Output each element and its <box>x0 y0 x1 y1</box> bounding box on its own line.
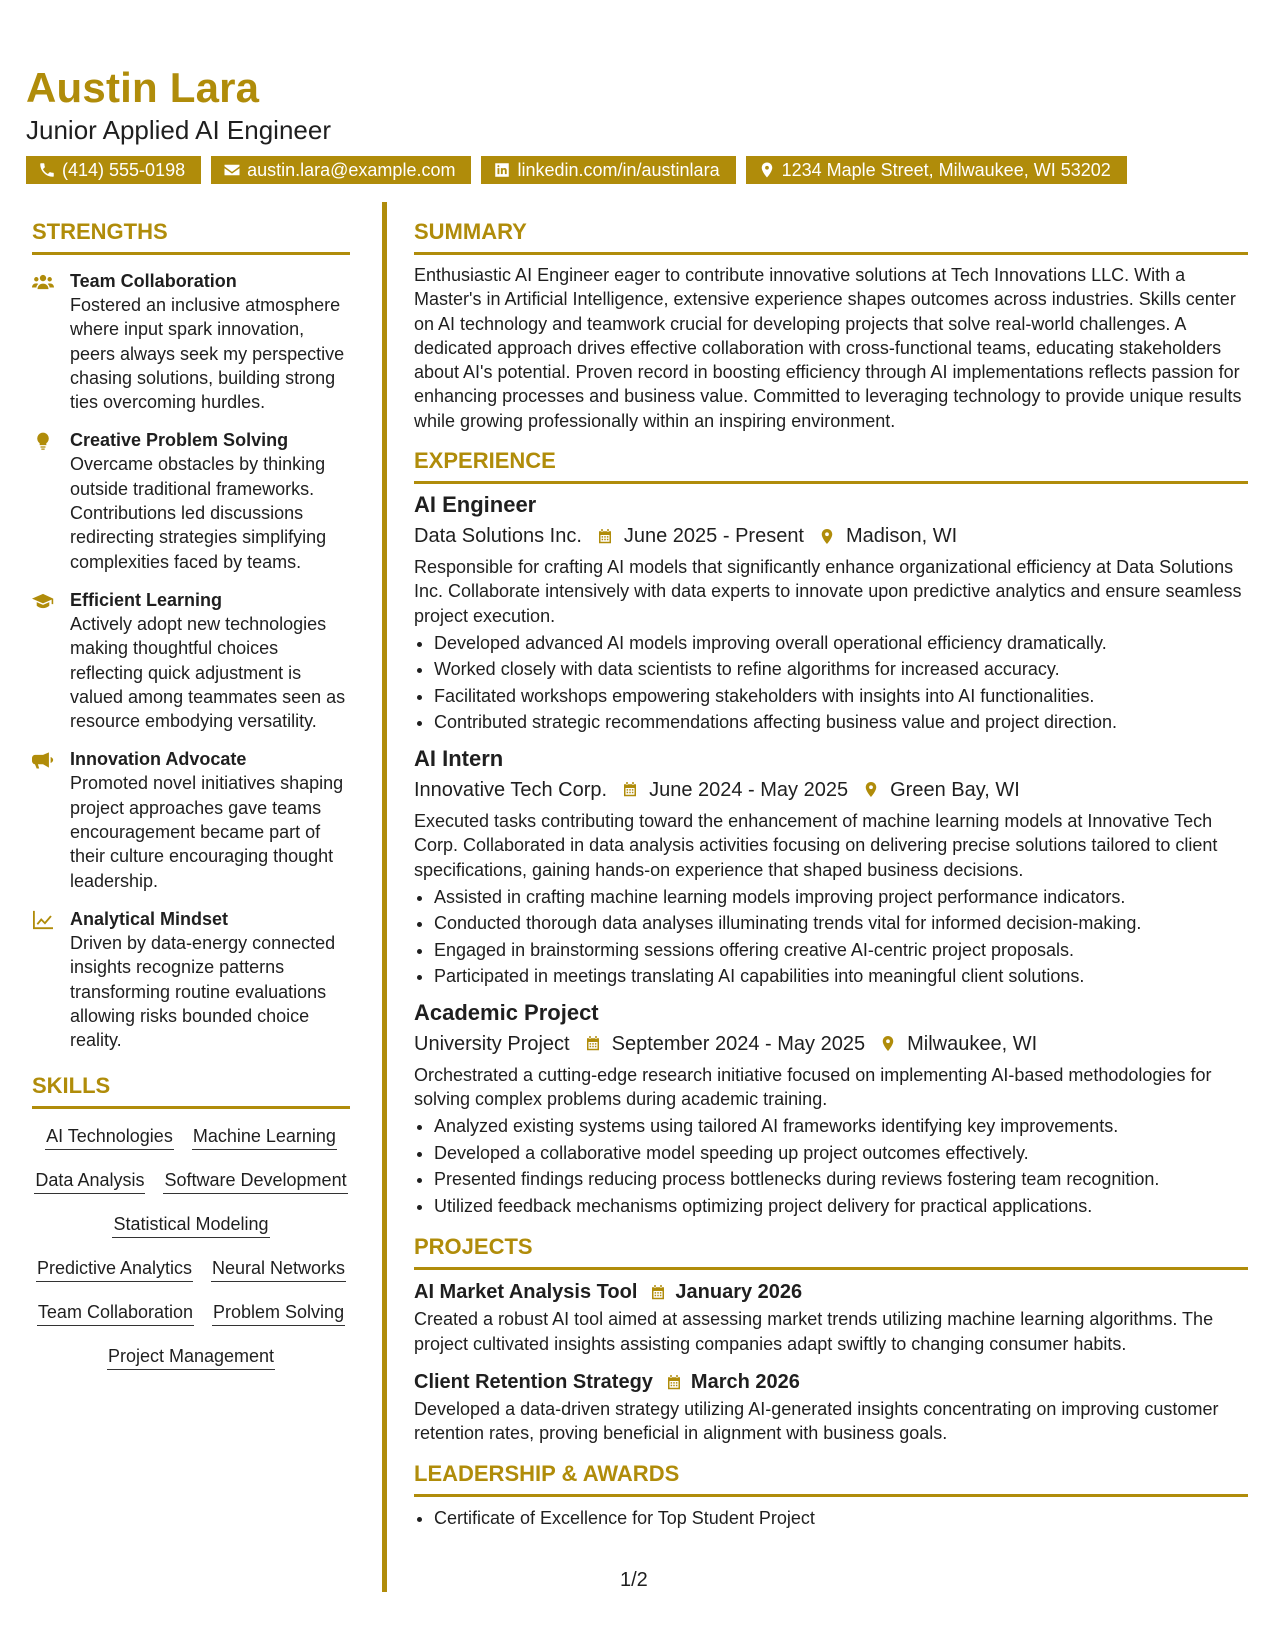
calendar-icon <box>584 1034 602 1053</box>
experience-section <box>414 447 1248 1219</box>
strengths-heading: STRENGTHS <box>32 219 168 244</box>
map-pin-icon <box>879 1034 897 1053</box>
phone-icon <box>38 161 56 179</box>
skill-tag: Problem Solving <box>212 1299 345 1326</box>
job-meta <box>414 1030 1248 1058</box>
project-desc: Developed a data-driven strategy utilizing AI-generated insights concentrating on improving customer retention rates, proving beneficial in alignment with business goals. <box>414 1399 1219 1444</box>
strength-desc: Promoted novel initiatives shaping project approaches gave teams encouragement became part of their culture encouraging thought leadership. <box>70 773 344 891</box>
email-text: austin.lara@example.com <box>247 160 456 180</box>
project-title: AI Market Analysis Tool <box>414 1281 638 1304</box>
strength-desc: Fostered an inclusive atmosphere where input spark innovation, peers always seek my perspective chasing solutions, building strong ties overcoming hurdles. <box>70 295 345 413</box>
calendar-icon <box>596 527 614 546</box>
strength-desc: Driven by data-energy connected insights recognize patterns transforming routine evaluations allowing risks bounded choice reality. <box>70 932 336 1051</box>
skill-tag: Neural Networks <box>211 1255 346 1282</box>
job-entry <box>414 490 1248 736</box>
skill-tag: Data Analysis <box>34 1167 145 1194</box>
strength-title: Analytical Mindset <box>70 908 229 929</box>
job-company: Innovative Tech Corp. <box>414 778 608 801</box>
projects-heading: PROJECTS <box>414 1234 533 1260</box>
job-bullet: • Utilized feedback mechanisms optimizing project delivery for practical applications. <box>434 1193 1248 1220</box>
job-desc: Responsible for crafting AI models that significantly enhance organizational efficiency at Data Solutions Inc. Collaborate intensively with data experts to innovate upon predictive analytics and ensure seamless project execution. <box>414 557 1242 626</box>
job-bullet: • Facilitated workshops empowering stakeholders with insights into AI functionalities. <box>434 683 1248 710</box>
section-rule <box>414 481 1248 484</box>
job-location: Green Bay, WI <box>890 778 1020 801</box>
job-entry <box>414 744 1248 990</box>
strength-item <box>32 269 350 414</box>
job-bullet: • Developed a collaborative model speeding up project outcomes effectively. <box>434 1140 1248 1167</box>
job-bullet: • Conducted thorough data analyses illuminating trends vital for informed decision-making. <box>434 910 1248 937</box>
job-bullets <box>414 630 1248 736</box>
leadership-section <box>414 1460 1248 1532</box>
linkedin-icon <box>493 161 511 179</box>
chart-line-icon <box>32 910 54 930</box>
section-rule <box>414 252 1248 255</box>
job-dates: June 2025 - Present <box>623 525 804 548</box>
skills-section <box>32 1072 350 1370</box>
column-divider <box>382 202 387 1592</box>
strengths-section <box>32 218 350 1052</box>
contact-bar <box>26 156 1256 184</box>
job-bullet: • Engaged in brainstorming sessions offering creative AI-centric project proposals. <box>434 937 1248 964</box>
strength-item <box>32 428 350 573</box>
candidate-name: Austin Lara <box>26 64 260 111</box>
map-pin-icon <box>818 527 836 546</box>
experience-heading: EXPERIENCE <box>414 448 556 474</box>
job-bullet: • Developed advanced AI models improving overall operational efficiency dramatically. <box>434 630 1248 657</box>
envelope-icon <box>223 161 241 179</box>
job-title: Academic Project <box>414 999 599 1025</box>
job-bullet: • Assisted in crafting machine learning models improving project performance indicators. <box>434 884 1248 911</box>
project-header <box>414 1278 1248 1306</box>
candidate-title: Junior Applied AI Engineer <box>26 115 331 145</box>
job-desc: Executed tasks contributing toward the enhancement of machine learning models at Innovative Tech Corp. Collaborated in data analysis activities focusing on delivering precise solutions tailored to client specifications, gaining hands-on experience that shaped business decisions. <box>414 810 1218 880</box>
job-meta <box>414 776 1248 804</box>
job-company: Data Solutions Inc. <box>414 525 582 548</box>
strength-title: Creative Problem Solving <box>70 430 289 451</box>
section-rule <box>32 252 350 255</box>
megaphone-icon <box>32 750 54 770</box>
page-number: 1/2 <box>620 1569 648 1591</box>
summary-text: Enthusiastic AI Engineer eager to contribute innovative solutions at Tech Innovations LLC. With a Master's in Artificial Intelligence, extensive experience shapes outcomes across industries. Skills center on AI technology and teamwork crucial for developing projects that solve real-world challenges. A dedicated approach drives effective collaboration with cross-functional teams, educating stakeholders about AI's potential. Proven record in boosting efficiency through AI implementations reflects passion for enhancing processes and business value. Committed to leveraging technology to provide unique results while growing professionally within an inspiring environment. <box>414 265 1242 431</box>
left-column <box>32 218 350 1370</box>
address-text: 1234 Maple Street, Milwaukee, WI 53202 <box>781 160 1111 180</box>
right-column <box>414 218 1248 1531</box>
calendar-icon <box>621 780 639 799</box>
skill-tag: Predictive Analytics <box>36 1255 193 1282</box>
skill-tag: Machine Learning <box>192 1123 337 1150</box>
skills-heading: SKILLS <box>32 1073 111 1099</box>
job-meta <box>414 522 1248 550</box>
job-entry <box>414 998 1248 1220</box>
project-header <box>414 1368 1248 1396</box>
contact-address <box>746 156 1127 184</box>
skill-tag: Project Management <box>107 1343 275 1370</box>
contact-linkedin[interactable] <box>481 156 735 184</box>
projects-section <box>414 1233 1248 1445</box>
map-pin-icon <box>862 780 880 799</box>
job-company: University Project <box>414 1032 570 1055</box>
section-rule <box>414 1267 1248 1270</box>
contact-email[interactable] <box>211 156 471 184</box>
job-desc: Orchestrated a cutting-edge research initiative focused on implementing AI-based methodologies for solving complex problems during academic training. <box>414 1064 1212 1110</box>
leadership-heading: LEADERSHIP & AWARDS <box>414 1460 680 1486</box>
resume-header <box>26 62 1256 184</box>
project-date: January 2026 <box>675 1281 803 1304</box>
strength-title: Team Collaboration <box>70 271 237 291</box>
job-dates: September 2024 - May 2025 <box>611 1032 866 1055</box>
project-entry <box>414 1278 1248 1356</box>
project-desc: Created a robust AI tool aimed at assessing market trends utilizing machine learning algorithms. The project cultivated insights assisting companies adapt swiftly to changing consumer habits. <box>414 1309 1214 1354</box>
project-title: Client Retention Strategy <box>414 1371 653 1394</box>
job-title: AI Engineer <box>414 492 537 518</box>
strength-item <box>32 588 350 733</box>
skill-tag: AI Technologies <box>45 1123 174 1150</box>
job-title: AI Intern <box>414 745 504 771</box>
project-entry <box>414 1368 1248 1446</box>
users-icon <box>32 272 54 292</box>
skills-list <box>32 1123 350 1370</box>
job-location: Madison, WI <box>846 525 958 548</box>
section-rule <box>414 1494 1248 1497</box>
leadership-list <box>414 1505 1248 1532</box>
linkedin-text: linkedin.com/in/austinlara <box>517 160 720 180</box>
lightbulb-icon <box>32 431 54 451</box>
project-date: March 2026 <box>690 1371 800 1394</box>
job-bullet: • Participated in meetings translating AI capabilities into meaningful client solutions. <box>434 963 1248 990</box>
job-dates: June 2024 - May 2025 <box>649 778 849 801</box>
summary-section <box>414 218 1248 433</box>
job-bullet: • Contributed strategic recommendations affecting business value and project direction. <box>434 709 1248 736</box>
calendar-icon <box>649 1283 667 1302</box>
section-rule <box>32 1106 350 1109</box>
graduation-cap-icon <box>32 591 54 611</box>
map-pin-icon <box>758 161 776 179</box>
strength-item <box>32 747 350 892</box>
strength-title: Efficient Learning <box>70 589 223 610</box>
strength-item <box>32 907 350 1052</box>
contact-phone[interactable] <box>26 156 201 184</box>
phone-text: (414) 555-0198 <box>62 160 186 180</box>
job-bullet: • Analyzed existing systems using tailored AI frameworks identifying key improvements. <box>434 1113 1248 1140</box>
job-location: Milwaukee, WI <box>907 1032 1038 1055</box>
skill-tag: Software Development <box>163 1167 347 1194</box>
strength-title: Innovation Advocate <box>70 749 247 770</box>
skill-tag: Team Collaboration <box>37 1299 194 1326</box>
job-bullet: • Presented findings reducing process bottlenecks during reviews fostering team recognition. <box>434 1166 1248 1193</box>
summary-heading: SUMMARY <box>414 219 527 244</box>
job-bullets <box>414 884 1248 990</box>
strength-desc: Overcame obstacles by thinking outside traditional frameworks. Contributions led discussions redirecting strategies simplifying complexities faced by teams. <box>70 454 327 572</box>
award-item: • Certificate of Excellence for Top Student Project <box>434 1505 1248 1532</box>
skill-tag: Statistical Modeling <box>112 1211 269 1238</box>
job-bullet: • Worked closely with data scientists to refine algorithms for increased accuracy. <box>434 656 1248 683</box>
job-bullets <box>414 1113 1248 1219</box>
strength-desc: Actively adopt new technologies making thoughtful choices reflecting quick adjustment is valued among teammates seen as resource embodying versatility. <box>70 613 346 732</box>
calendar-icon <box>665 1373 683 1392</box>
